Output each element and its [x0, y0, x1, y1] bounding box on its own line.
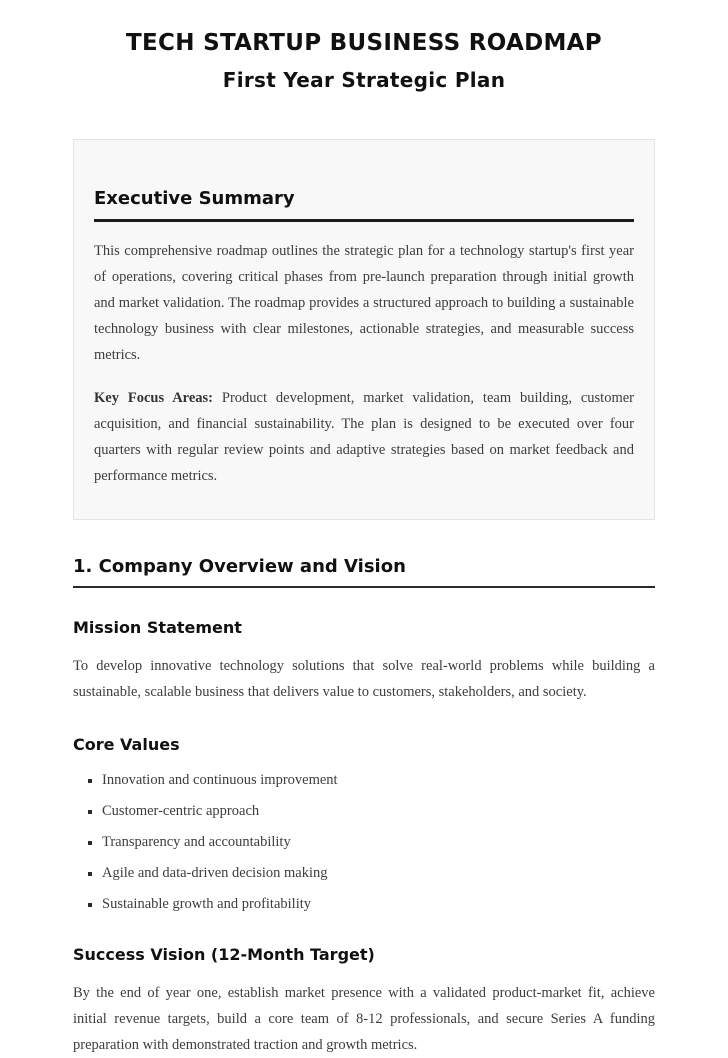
key-focus-text: Product development, market validation, team building, customer acquisition, and financial sustainability. The plan is designed to be executed over four quarters with regular review points and adaptive strategies based on market feedback and performance metrics. — [94, 390, 634, 485]
success-vision-paragraph: By the end of year one, establish market presence with a validated product-market fit, achieve initial revenue targets, build a core team of 8-12 professionals, and secure Series A funding preparation with demonstrated traction and growth metrics. — [73, 985, 655, 1054]
core-values-heading: Core Values — [73, 735, 180, 755]
executive-summary-panel — [73, 139, 655, 520]
list-item: ▪ Customer-centric approach — [102, 800, 655, 822]
executive-summary-heading: Executive Summary — [94, 188, 634, 222]
list-item: ▪ Agile and data-driven decision making — [102, 862, 655, 884]
page-subtitle: First Year Strategic Plan — [222, 68, 506, 93]
core-values-list — [73, 769, 655, 915]
section-company-overview — [73, 556, 655, 1058]
list-item: ▪ Sustainable growth and profitability — [102, 893, 655, 915]
list-item: ▪ Transparency and accountability — [102, 831, 655, 853]
document-header — [73, 30, 655, 92]
list-item: ▪ Innovation and continuous improvement — [102, 769, 655, 791]
mission-statement-heading: Mission Statement — [73, 618, 242, 638]
success-vision-heading: Success Vision (12-Month Target) — [73, 945, 375, 965]
executive-summary-paragraph: This comprehensive roadmap outlines the strategic plan for a technology startup's first year of operations, covering critical phases from pre-launch preparation through initial growth and market validation. The roadmap provides a structured approach to building a sustainable technology business with clear milestones, actionable strategies, and measurable success metrics. — [94, 243, 634, 364]
key-focus-paragraph — [94, 385, 634, 489]
page-title: TECH STARTUP BUSINESS ROADMAP — [126, 30, 602, 56]
key-focus-label: Key Focus Areas: — [94, 390, 213, 407]
section-heading: 1. Company Overview and Vision — [73, 556, 655, 588]
mission-statement-paragraph: To develop innovative technology solutions that solve real-world problems while building a sustainable, scalable business that delivers value to customers, stakeholders, and society. — [73, 658, 655, 701]
